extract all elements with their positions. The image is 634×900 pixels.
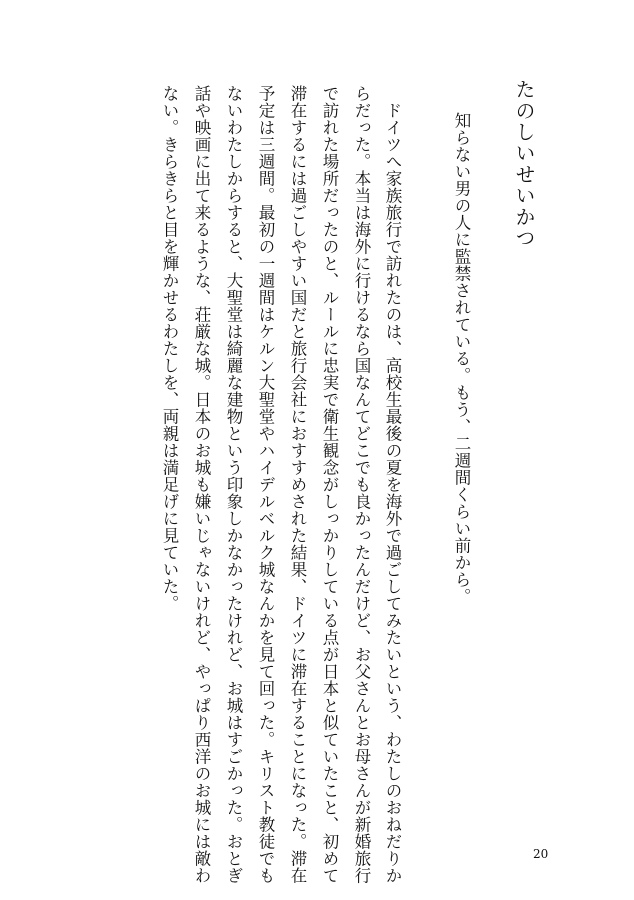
chapter-title: たのしいせいかつ bbox=[512, 79, 536, 249]
body-text-line: で訪れた場所だったのと、ルールに忠実で衛生観念がしっかりしている点が日本と似ていたこと、初めて bbox=[320, 85, 339, 884]
body-text-line: ないわたしからすると、大聖堂は綺麗な建物という印象しかなかったけれど、お城はすごかった。おとぎ bbox=[224, 85, 243, 884]
body-text-line: ない。きらきらと目を輝かせるわたしを、両親は満足げに見ていた。 bbox=[160, 85, 179, 612]
page-number: 20 bbox=[533, 847, 549, 861]
body-text-line: ドイツへ家族旅行で訪れたのは、高校生最後の夏を海外で過ごしてみたいという、わたしのおねだりか bbox=[383, 102, 402, 884]
body-text-line: らだった。本当は海外に行けるなら国なんてどこでも良かったんだけど、お父さんとお母さんが新婚旅行 bbox=[352, 85, 371, 884]
body-text-line: 予定は三週間。最初の一週間はケルン大聖堂やハイデルベルク城なんかを見て回った。キリスト教徒でも bbox=[256, 85, 275, 884]
body-text-line: 話や映画に出て来るような、荘厳な城。日本のお城も嫌いじゃないけれど、やっぱり西洋のお城には敵わ bbox=[192, 85, 211, 884]
body-text-line: 滞在するには過ごしやすい国だと旅行会社におすすめされた結果、ドイツに滞在することになった。滞在 bbox=[288, 85, 307, 884]
chapter-subtitle: 知らない男の人に監禁されている。もう、二週間くらい前から。 bbox=[452, 112, 471, 605]
